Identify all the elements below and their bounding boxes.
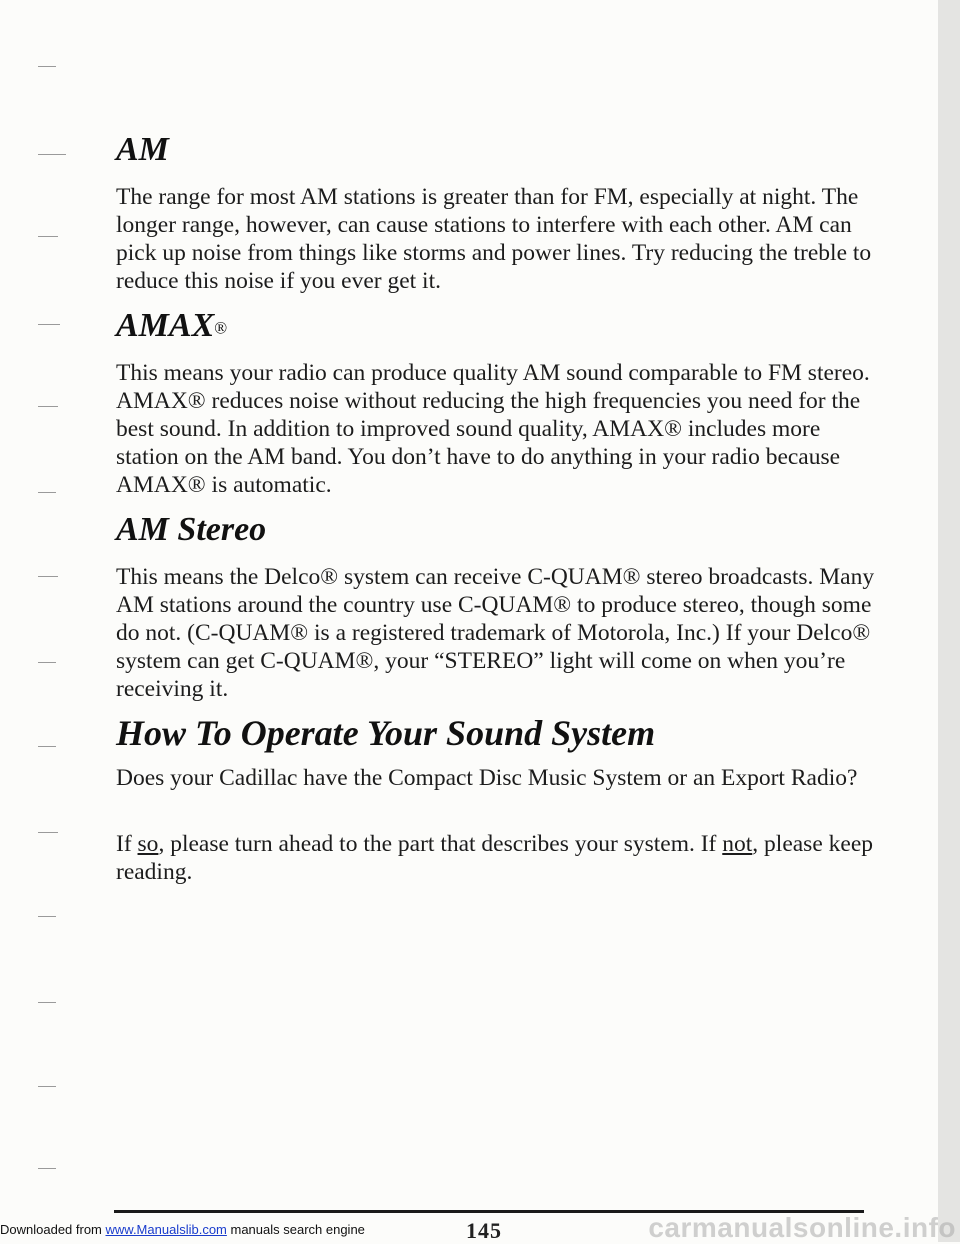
watermark: carmanualsonline.info [648,1212,956,1243]
instruction-part-1: If [116,831,138,857]
download-suffix: manuals search engine [226,1222,365,1237]
heading-am-stereo: AM Stereo [116,511,267,548]
registered-symbol: ® [214,318,228,338]
paragraph-amax: This means your radio can produce quality AM sound comparable to FM stereo. AMAX® reduces noise without reducing the high frequencies you need for the best sound. In addition to improved sound quality, AMAX® includes more station on the AM band. You don’t have to do anything in your radio because AMAX® is automatic. [116,360,870,498]
heading-am: AM [116,131,169,168]
manualslib-link[interactable]: www.Manualslib.com [105,1222,227,1237]
margin-tick [38,324,60,325]
instruction-part-2: , please turn ahead to the part that describes your system. If [158,831,723,857]
margin-tick [38,66,56,67]
margin-tick [38,154,66,155]
paragraph-am-stereo: This means the Delco® system can receive C-QUAM® stereo broadcasts. Many AM stations around the country use C-QUAM® to produce stereo, though some do not. (C-QUAM® is a registered trademark of Motorola, Inc.) If your Delco® system can get C-QUAM®, your “STEREO” light will come on when you’re receiving it. [116,564,875,702]
heading-operate: How To Operate Your Sound System [116,713,656,753]
instruction-part-3: , please keep reading. [116,831,873,885]
download-note [0,1222,365,1237]
margin-tick [38,1086,56,1087]
margin-tick [38,1002,56,1003]
margin-tick [38,916,56,917]
margin-tick [38,236,58,237]
margin-tick [38,492,56,493]
paragraph-operate-question: Does your Cadillac have the Compact Disc Music System or an Export Radio? [116,765,858,791]
page-edge-shadow [938,0,960,1242]
paragraph-operate-instruction [116,830,876,886]
margin-tick [38,406,58,407]
margin-tick [38,576,58,577]
instruction-so: so [137,831,159,857]
download-prefix: Downloaded from [0,1222,106,1237]
page-number: 145 [466,1218,502,1243]
heading-amax-text: AMAX [116,307,215,344]
instruction-not: not [722,831,753,857]
heading-amax [116,306,227,348]
margin-tick [38,662,56,663]
margin-tick [38,832,58,833]
margin-tick [38,1168,56,1169]
paragraph-am: The range for most AM stations is greater than for FM, especially at night. The longer range, however, can cause stations to interfere with each other. AM can pick up noise from things like storms and power lines. Try reducing the treble to reduce this noise if you ever get it. [116,184,872,294]
margin-tick [38,746,56,747]
